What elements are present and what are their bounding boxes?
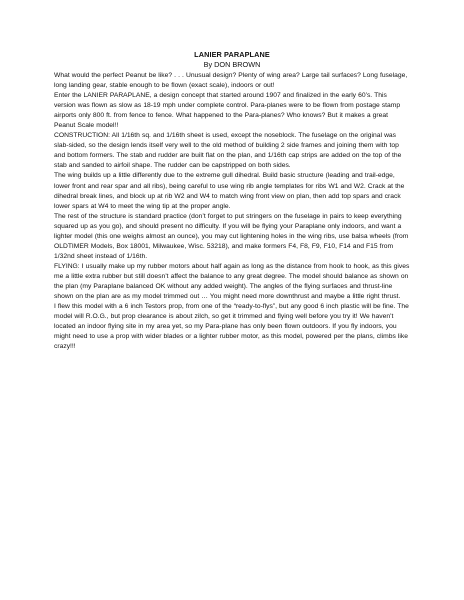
paragraph-prop: I flew this model with a 6 inch Testors prop, from one of the “ready-to-flys”, but any good 6 inch plastic will be fine. The model will R.O.G., but prop clearance is about zilch, so get it trimmed and flying well before you try it! We haven’t located an indoor flying site in my area yet, so my Para-plane has only been flown outdoors. If you fly indoors, you might need to use a prop with wider blades or a lighter rubber motor, as this model, powered per the plans, climbs like crazy!!! (54, 303, 409, 351)
paragraph-structure: The rest of the structure is standard practice (don’t forget to put stringers on the fuselage in pairs to keep everything squared up as you go), and should present no difficulty. If you will be flying your Paraplane only indoors, and want a lighter model (this one weighs almost an ounce), you may cut lightening holes in the wing ribs, use balsa wheels (from OLDTIMER Models, Box 18001, Milwaukee, Wisc. 53218), and make formers F4, F8, F9, F10, F14 and F15 from 1/32nd sheet instead of 1/16th. (54, 212, 409, 260)
paragraph-flying: FLYING: I usually make up my rubber motors about half again as long as the distance from hook to hook, as this gives me a little extra rubber but still doesn’t affect the balance to any great degree. The model should balance as shown on the plan (my Paraplane balanced OK without any added weight). The angles of the flying surfaces and thrust-line shown on the plan are as my model trimmed out … You might need more downthrust and maybe a little right thrust. (54, 262, 410, 301)
paragraph-construction: CONSTRUCTION: All 1/16th sq. and 1/16th sheet is used, except the noseblock. The fuselage on the original was slab-sided, so the design lends itself very well to the old method of building 2 side frames and joining them with top and bottom formers. The stab and rudder are built flat on the plan, and 1/16th cap strips are added on the top of the stab and sanded to airfoil shape. The rudder can be capstripped on both sides. (54, 132, 402, 170)
paragraph-history: Enter the LANIER PARAPLANE, a design concept that started around 1907 and finalized in the early 60’s. This version was flown as slow as 18-19 mph under complete control. Para-planes were to be flown from postage stamp airports only 800 ft. from fence to fence. What happened to the Para-planes? Who knows? But it makes a great Peanut Scale model!! (54, 92, 401, 130)
article-body (54, 71, 410, 352)
article-title: LANIER PARAPLANE (194, 50, 270, 59)
paragraph-intro: What would the perfect Peanut be like? . . . Unusual design? Plenty of wing area? Large tail surfaces? Long fuselage, long landing gear, stable enough to be flown (exact scale), indoors or out! (54, 72, 408, 90)
paragraph-wing: The wing builds up a little differently due to the extreme gull dihedral. Build basic structure (leading and trail-edge, lower front and rear spar and all ribs), being careful to use wing rib angle templates for ribs W1 and W2. Crack at the dihedral break lines, and block up at rib W2 and W4 to match wing front view on plan, then add top spars and crack lower spars at W4 to meet the wing tip at the proper angle. (54, 172, 405, 210)
article-byline: By DON BROWN (203, 60, 261, 69)
